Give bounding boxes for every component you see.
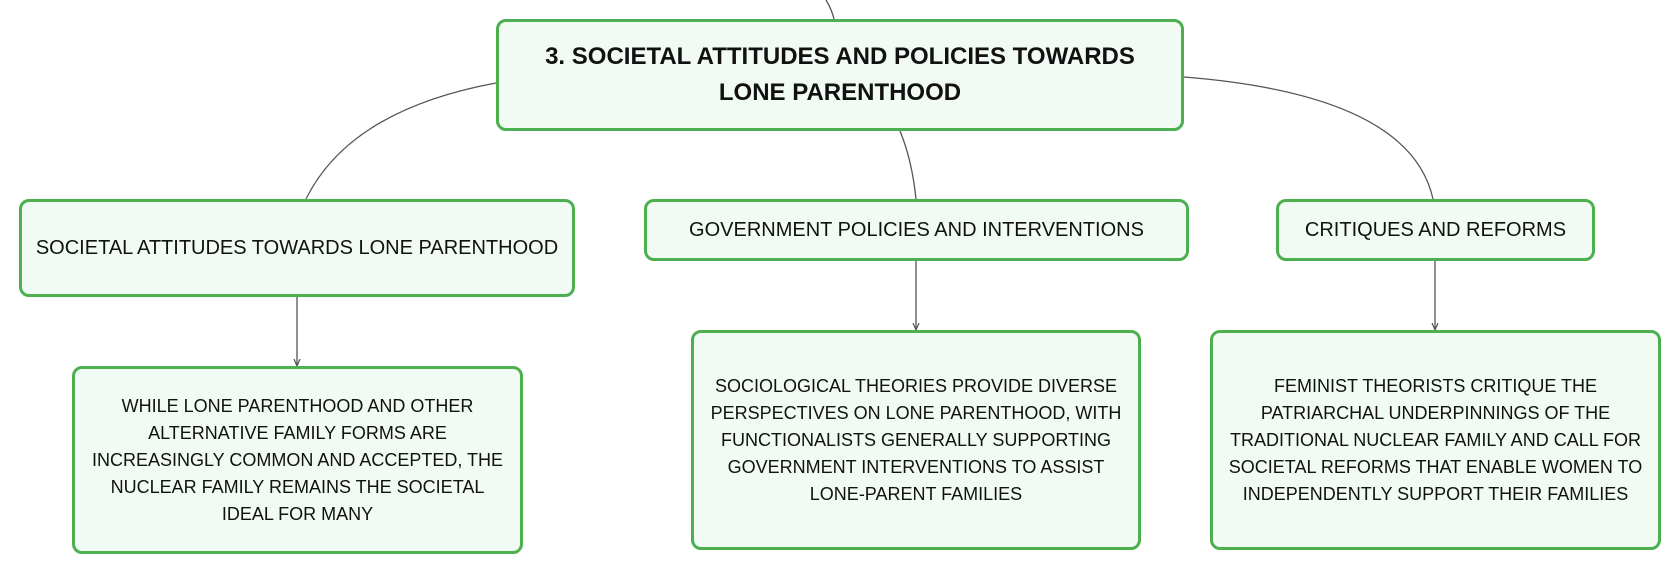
root-topic-node[interactable] [496, 19, 1184, 131]
root-topic-label: 3. SOCIETAL ATTITUDES AND POLICIES TOWARDS LONE PARENTHOOD [545, 43, 1135, 106]
branch-label: GOVERNMENT POLICIES AND INTERVENTIONS [689, 219, 1144, 241]
detail-text: FEMINIST THEORISTS CRITIQUE THE PATRIARCHAL UNDERPINNINGS OF THE TRADITIONAL NUCLEAR FAMILY AND CALL FOR SOCIETAL REFORMS THAT ENABLE WOMEN TO INDEPENDENTLY SUPPORT THEIR FAMILIES [1228, 375, 1643, 504]
detail-text: SOCIOLOGICAL THEORIES PROVIDE DIVERSE PERSPECTIVES ON LONE PARENTHOOD, WITH FUNCTIONALISTS GENERALLY SUPPORTING GOVERNMENT INTERVENTIONS TO ASSIST LONE-PARENT FAMILIES [710, 375, 1122, 504]
connector-root-to-branch-3 [1184, 77, 1433, 199]
connector-root-to-branch-2 [900, 131, 916, 199]
detail-node-societal-attitudes[interactable] [72, 366, 523, 554]
detail-node-critiques-reforms[interactable] [1210, 330, 1661, 550]
branch-label: SOCIETAL ATTITUDES TOWARDS LONE PARENTHOOD [35, 237, 559, 259]
detail-node-government-policies[interactable] [691, 330, 1141, 550]
connector-root-to-branch-1 [306, 83, 496, 199]
branch-node-societal-attitudes[interactable] [19, 199, 575, 297]
branch-node-government-policies[interactable] [644, 199, 1189, 261]
connector-parent-to-root [826, 0, 834, 19]
detail-text: WHILE LONE PARENTHOOD AND OTHER ALTERNATIVE FAMILY FORMS ARE INCREASINGLY COMMON AND ACCEPTED, THE NUCLEAR FAMILY REMAINS THE SOCIETAL IDEAL FOR MANY [91, 395, 504, 524]
branch-label: CRITIQUES AND REFORMS [1304, 219, 1567, 241]
branch-node-critiques-reforms[interactable] [1276, 199, 1595, 261]
